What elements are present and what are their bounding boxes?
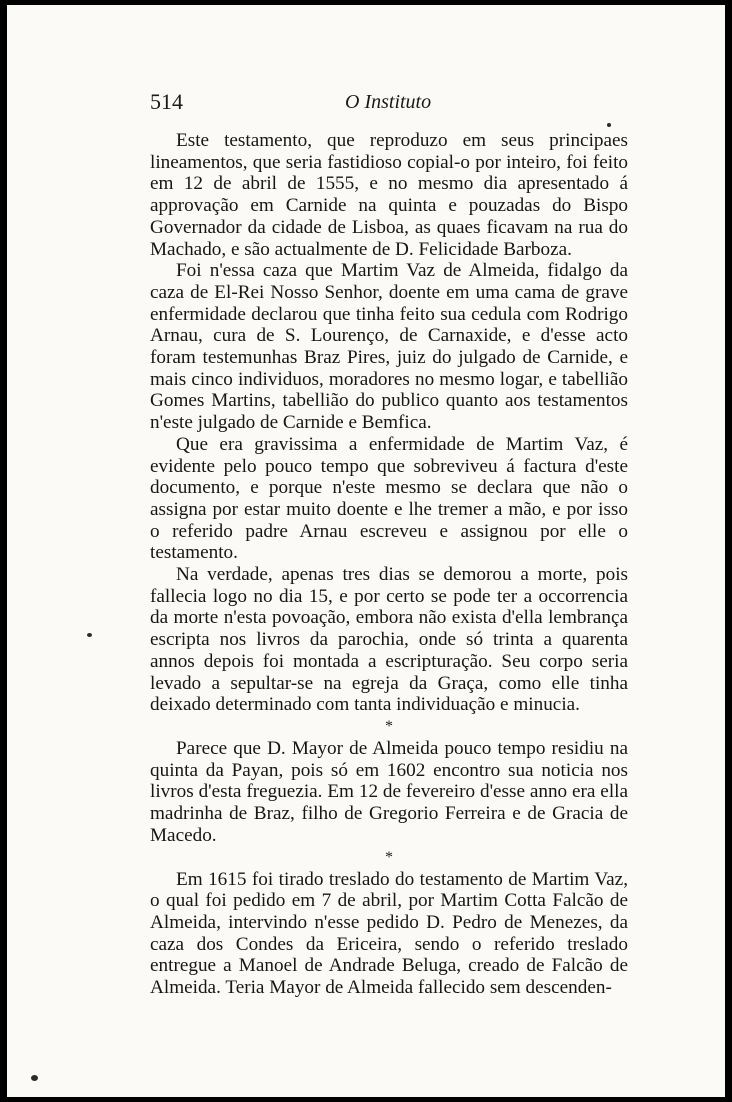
paragraph-2: Foi n'essa caza que Martim Vaz de Almeida, fidalgo da caza de El-Rei Nosso Senhor, doente em uma cama de grave enfermidade declarou que tinha feito sua cedula com Rodrigo Arnau, cura de S. Lourenço, de Carnaxide, e d'esse acto foram testemunhas Braz Pires, juiz do julgado de Carnide, e mais cinco individuos, moradores no mesmo logar, e tabellião Gomes Martins, tabellião do publico quanto aos testamentos n'este julgado de Carnide e Bemfica.	[150, 260, 628, 434]
page-header	[150, 89, 640, 119]
section-divider-2: *	[385, 848, 393, 866]
paragraph-1: Este testamento, que reproduzo em seus principaes lineamentos, que seria fastidioso copial-o por inteiro, foi feito em 12 de abril de 1555, e no mesmo dia apresentado á approvação em Carnide na quinta e pouzadas do Bispo Governador da cidade de Lisboa, as quaes ficavam na rua do Machado, e são actualmente de D. Felicidade Barboza.	[150, 130, 628, 260]
section-divider-1: *	[385, 717, 393, 735]
paragraph-5: Parece que D. Mayor de Almeida pouco tempo residiu na quinta da Payan, pois só em 1602 encontro sua noticia nos livros d'esta freguezia. Em 12 de fevereiro d'esse anno era ella madrinha de Braz, filho de Gregorio Ferreira e de Gracia de Macedo.	[150, 737, 628, 846]
paragraph-3: Que era gravissima a enfermidade de Martim Vaz, é evidente pelo pouco tempo que sobreviveu á factura d'este documento, e porque n'este mesmo se declara que não o assigna por estar muito doente e lhe tremer a mão, e por isso o referido padre Arnau escreveu e assignou por elle o testamento.	[150, 433, 628, 564]
paragraph-4: Na verdade, apenas tres dias se demorou a morte, pois fallecia logo no dia 15, e por certo se pode ter a occorrencia da morte n'esta povoação, embora não exista d'ella lembrança escripta nos livros da parochia, onde só trinta a quarenta annos depois foi montada a escripturação. Seu corpo seria levado a sepultar-se na egreja da Graça, como elle tinha deixado determinado com tanta individuação e minucia.	[150, 564, 628, 716]
page-number: 514	[150, 89, 183, 114]
scan-speck	[87, 633, 92, 637]
paragraph-6: Em 1615 foi tirado treslado do testamento de Martim Vaz, o qual foi pedido em 7 de abril, por Martim Cotta Falcão de Almeida, intervindo n'esse pedido D. Pedro de Menezes, da caza dos Condes da Ericeira, sendo o referido treslado entregue a Manoel de Andrade Beluga, creado de Falcão de Almeida. Teria Mayor de Almeida fallecido sem descenden-	[150, 868, 628, 999]
book-page	[7, 5, 725, 1097]
running-title: O Instituto	[345, 91, 432, 113]
scan-speck	[607, 123, 611, 127]
body-text	[150, 130, 628, 999]
scan-speck	[31, 1075, 38, 1081]
